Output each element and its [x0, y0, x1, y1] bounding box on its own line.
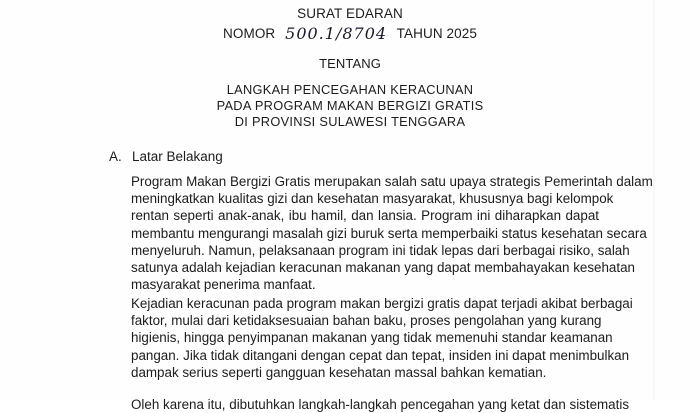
subject-line-2: PADA PROGRAM MAKAN BERGIZI GRATIS	[216, 98, 484, 113]
document-number	[0, 23, 700, 42]
paragraph-3	[131, 396, 630, 413]
paragraph-line: membantu mengurangi masalah gizi buruk serta memperbaiki status kesehatan secara	[131, 225, 647, 241]
paragraph-line: Oleh karena itu, dibutuhkan langkah-langkah pencegahan yang ketat dan sistematis	[131, 397, 630, 412]
paragraph-line: masyarakat penerima manfaat.	[131, 277, 316, 293]
paragraph-line: pangan. Jika tidak ditangani dengan cepat dan tepat, insiden ini dapat menimbulkan	[131, 347, 630, 363]
paragraph-1	[131, 173, 653, 293]
paragraph-line: satunya adalah kejadian keracunan makanan yang dapat membahayakan kesehatan	[131, 259, 635, 275]
handwritten-number: 500.1/8704	[285, 24, 388, 43]
about-label: TENTANG	[319, 56, 381, 71]
paragraph-2	[131, 295, 633, 381]
paragraph-line: Program Makan Bergizi Gratis merupakan salah satu upaya strategis Pemerintah dalam	[131, 174, 653, 189]
paragraph-line: meningkatkan kualitas gizi dan kesehatan masyarakat, khususnya bagi kelompok	[131, 191, 614, 207]
section-title: Latar Belakang	[132, 149, 223, 164]
paragraph-line: dampak serius seperti gangguan kesehatan massal bahkan kematian.	[131, 364, 547, 380]
section-letter: A.	[109, 149, 122, 164]
paragraph-line: Kejadian keracunan pada program makan bergizi gratis dapat terjadi akibat berbagai	[131, 296, 633, 311]
year-label: TAHUN 2025	[396, 26, 477, 41]
subject-line-1: LANGKAH PENCEGAHAN KERACUNAN	[226, 82, 474, 97]
section-heading	[109, 149, 223, 164]
document-title: SURAT EDARAN	[297, 6, 403, 21]
number-label: NOMOR	[223, 26, 276, 41]
paragraph-line: higienis, hingga penyimpanan makanan yang tidak memenuhi standar keamanan	[131, 330, 613, 346]
paragraph-line: menyeluruh. Namun, pelaksanaan program ini tidak lepas dari berbagai risiko, salah	[131, 242, 630, 258]
paragraph-line: faktor, mulai dari ketidaksesuaian bahan baku, proses pengolahan yang kurang	[131, 313, 602, 329]
subject-line-3: DI PROVINSI SULAWESI TENGGARA	[234, 114, 466, 129]
paragraph-line: rentan seperti anak-anak, ibu hamil, dan lansia. Program ini diharapkan dapat	[131, 208, 599, 224]
